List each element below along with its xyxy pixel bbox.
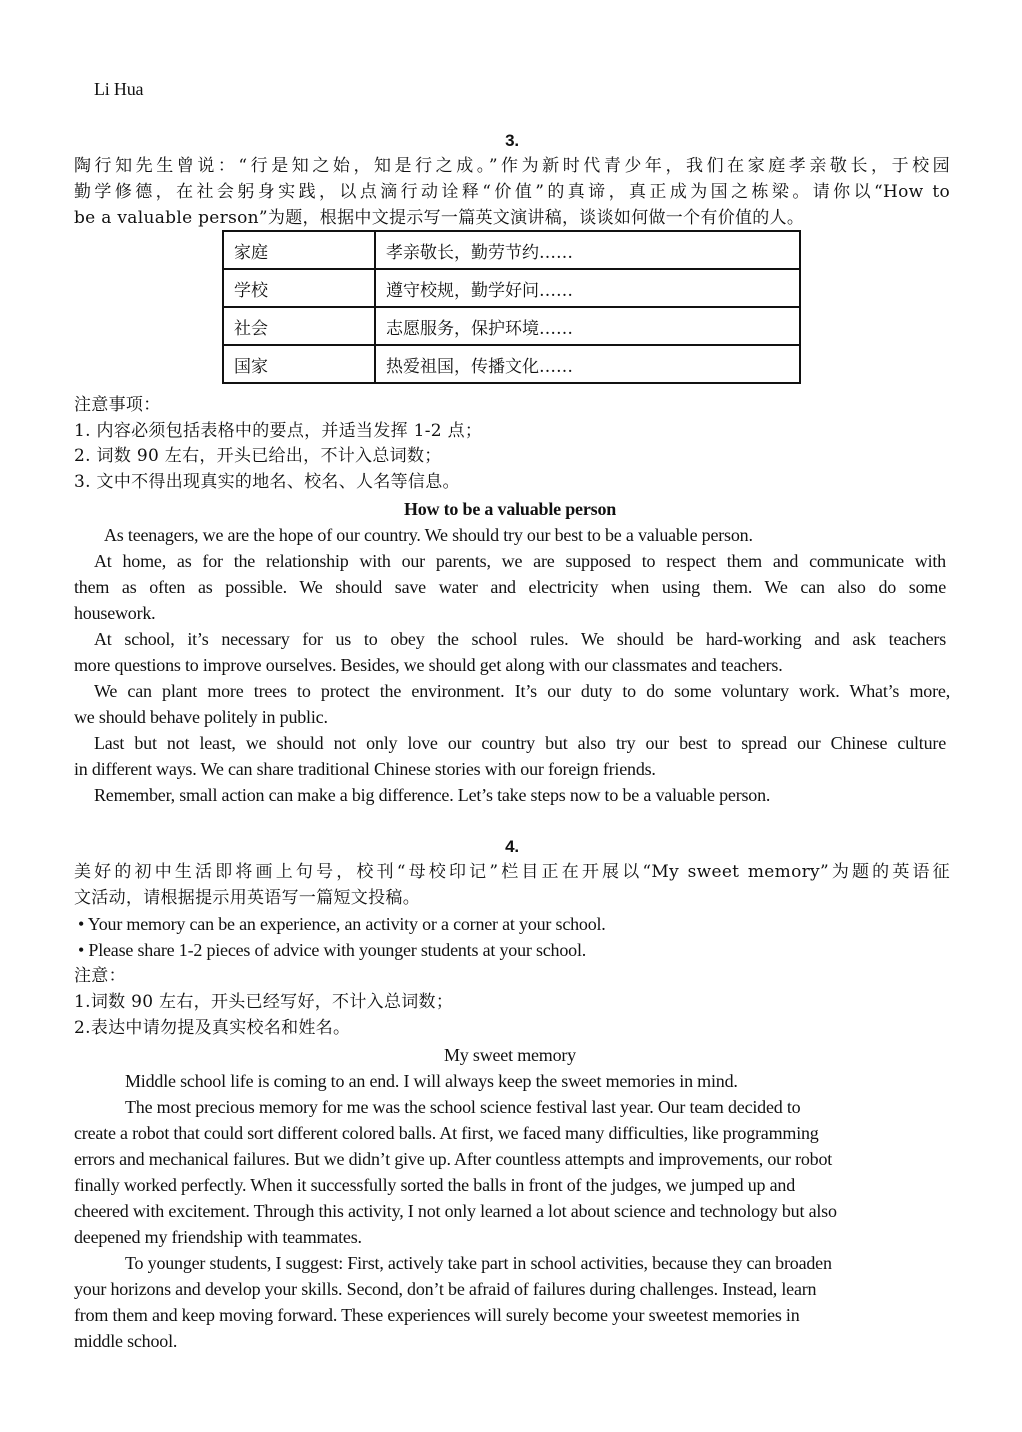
table-cell-key: 国家: [223, 345, 375, 383]
q4-essay-line: from them and keep moving forward. These experiences will surely become your sweetest memories in: [74, 1305, 800, 1325]
q3-essay-line: Remember, small action can make a big difference. Let’s take steps now to be a valuable person.: [94, 785, 771, 805]
q4-essay-line: To younger students, I suggest: First, actively take part in school activities, because they can broaden: [125, 1253, 832, 1273]
q4-essay-line: middle school.: [74, 1331, 178, 1351]
q3-essay-line: As teenagers, we are the hope of our country. We should try our best to be a valuable person.: [104, 525, 753, 545]
q3-essay-line: in different ways. We can share traditional Chinese stories with our foreign friends.: [74, 759, 656, 779]
q3-essay-title: How to be a valuable person: [403, 499, 617, 519]
q3-essay-line: At home, as for the relationship with our parents, we are supposed to respect them and communicate with: [94, 551, 946, 571]
table-cell-key: 社会: [223, 307, 375, 345]
table-row: [223, 307, 800, 345]
q4-prompt-line: 美好的初中生活即将画上句号，校刊“母校印记”栏目正在开展以“My sweet memory”为题的英语征: [74, 862, 950, 882]
table-row: [223, 269, 800, 307]
q4-note: 1.词数 90 左右，开头已经写好，不计入总词数；: [74, 992, 454, 1012]
question-4-number: 4.: [505, 837, 519, 856]
table-cell-value: 孝亲敬长，勤劳节约……: [375, 231, 800, 269]
q3-essay-line: housework.: [74, 603, 156, 623]
q3-prompt-line: 勤学修德，在社会躬身实践，以点滴行动诠释“价值”的真谛，真正成为国之栋梁。请你以“How to: [74, 182, 950, 202]
q4-essay-line: cheered with excitement. Through this activity, I not only learned a lot about science and technology but also: [74, 1201, 837, 1221]
table-cell-value: 志愿服务，保护环境……: [375, 307, 800, 345]
q3-essay-line: Last but not least, we should not only love our country but also try our best to spread our Chinese culture: [94, 733, 946, 753]
q3-essay-line: we should behave politely in public.: [74, 707, 328, 727]
q4-bullet: • Please share 1-2 pieces of advice with younger students at your school.: [78, 940, 587, 960]
q3-prompt-line: 陶行知先生曾说：“行是知之始，知是行之成。”作为新时代青少年，我们在家庭孝亲敬长，于校园: [74, 156, 950, 176]
table-cell-key: 家庭: [223, 231, 375, 269]
table-cell-value: 热爱祖国，传播文化……: [375, 345, 800, 383]
q4-note: 2.表达中请勿提及真实校名和姓名。: [74, 1018, 351, 1038]
q3-note: 1. 内容必须包括表格中的要点，并适当发挥 1-2 点；: [74, 421, 483, 441]
table-cell-value: 遵守校规，勤学好问……: [375, 269, 800, 307]
question-3-number: 3.: [505, 131, 519, 150]
q4-essay-line: The most precious memory for me was the school science festival last year. Our team decided to: [125, 1097, 801, 1117]
signature: Li Hua: [94, 79, 144, 99]
q4-essay-line: Middle school life is coming to an end. I will always keep the sweet memories in mind.: [125, 1071, 738, 1091]
table-row: [223, 345, 800, 383]
q4-bullet: • Your memory can be an experience, an activity or a corner at your school.: [78, 914, 606, 934]
q4-notes-title: 注意：: [74, 966, 126, 986]
q4-essay-line: create a robot that could sort different colored balls. At first, we faced many difficulties, like programming: [74, 1123, 819, 1143]
table-cell-key: 学校: [223, 269, 375, 307]
q3-essay-line: We can plant more trees to protect the environment. It’s our duty to do some voluntary work. What’s more,: [94, 681, 950, 701]
q3-essay-line: At school, it’s necessary for us to obey the school rules. We should be hard-working and ask teachers: [94, 629, 946, 649]
q4-essay-title: My sweet memory: [444, 1045, 576, 1065]
q4-prompt-line: 文活动，请根据提示用英语写一篇短文投稿。: [74, 888, 420, 908]
q3-essay-line: more questions to improve ourselves. Besides, we should get along with our classmates and teachers.: [74, 655, 783, 675]
q3-note: 2. 词数 90 左右，开头已给出，不计入总词数；: [74, 446, 442, 466]
q3-note: 3. 文中不得出现真实的地名、校名、人名等信息。: [74, 472, 460, 492]
q4-essay-line: finally worked perfectly. When it successfully sorted the balls in front of the judges, we jumped up and: [74, 1175, 796, 1195]
hints-table: [222, 230, 801, 384]
q3-prompt-line: be a valuable person”为题，根据中文提示写一篇英文演讲稿，谈谈如何做一个有价值的人。: [74, 208, 805, 228]
q4-essay-line: your horizons and develop your skills. Second, don’t be afraid of failures during challenges. Instead, learn: [74, 1279, 817, 1299]
q4-essay-line: errors and mechanical failures. But we didn’t give up. After countless attempts and improvements, our robot: [74, 1149, 833, 1169]
q3-essay-line: them as often as possible. We should save water and electricity when using them. We can also do some: [74, 577, 946, 597]
table-row: [223, 231, 800, 269]
q4-essay-line: deepened my friendship with teammates.: [74, 1227, 362, 1247]
q3-notes-title: 注意事项：: [74, 395, 161, 415]
